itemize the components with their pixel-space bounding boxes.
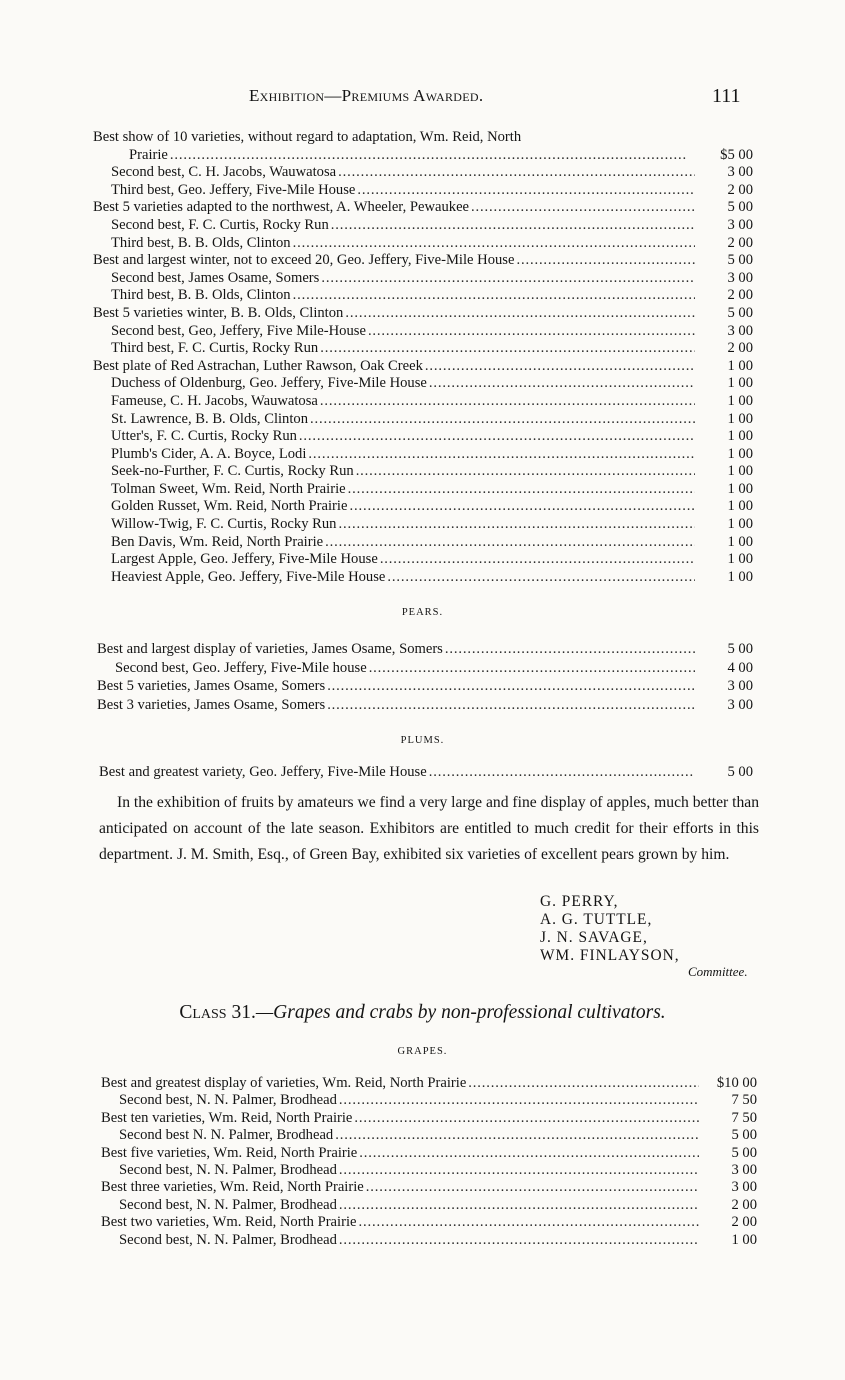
signature-line: WM. FINLAYSON,	[540, 947, 680, 964]
premium-row	[97, 696, 753, 715]
class-31-label: Class 31.	[179, 1002, 256, 1023]
premium-amount: 3 00	[727, 322, 753, 339]
premium-row	[93, 551, 753, 569]
entry-text: Best and largest winter, not to exceed 20, Geo. Jeffery, Five-Mile House	[93, 252, 515, 269]
entry-text: Willow-Twig, F. C. Curtis, Rocky Run	[111, 516, 337, 533]
premium-amount: 2 00	[731, 1214, 757, 1231]
leader-dots	[358, 1214, 699, 1231]
leader-dots	[339, 1197, 699, 1214]
premium-entry	[111, 217, 695, 235]
premium-row	[93, 534, 753, 552]
premium-entry	[111, 270, 695, 288]
entry-text: Second best, F. C. Curtis, Rocky Run	[111, 216, 329, 233]
premium-entry	[101, 1075, 699, 1092]
premium-entry	[111, 551, 695, 569]
signature-line: G. PERRY,	[540, 893, 619, 910]
premium-amount: 1 00	[727, 498, 753, 515]
grapes-premium-list	[101, 1075, 757, 1249]
premium-amount: 1 00	[727, 568, 753, 585]
pears-heading: PEARS.	[401, 607, 444, 618]
premium-row	[93, 217, 753, 235]
premium-row	[93, 182, 753, 200]
leader-dots	[349, 498, 695, 516]
leader-dots	[380, 551, 695, 569]
premium-amount: 1 00	[727, 375, 753, 392]
entry-text: Best show of 10 varieties, without regard to adaptation, Wm. Reid, North	[93, 129, 522, 145]
entry-text: Best two varieties, Wm. Reid, North Prairie	[101, 1214, 357, 1231]
leader-dots	[325, 534, 695, 552]
entry-text: Third best, F. C. Curtis, Rocky Run	[111, 340, 319, 357]
premium-entry	[115, 659, 695, 678]
premium-amount: 5 00	[727, 304, 753, 321]
premium-entry	[101, 1179, 699, 1196]
entry-text: Third best, B. B. Olds, Clinton	[111, 234, 291, 251]
premium-amount: 2 00	[727, 340, 753, 357]
premium-amount: 1 00	[727, 428, 753, 445]
premium-entry	[97, 677, 695, 696]
premium-amount: 4 00	[727, 659, 753, 676]
premium-amount: 3 00	[727, 269, 753, 286]
premium-row	[97, 640, 753, 659]
entry-text: Second best N. N. Palmer, Brodhead	[119, 1127, 334, 1144]
leader-dots	[299, 428, 695, 446]
premium-row	[93, 287, 753, 305]
premium-amount: $10 00	[716, 1075, 757, 1091]
premium-amount: 5 00	[727, 199, 753, 216]
premium-amount: 7 50	[731, 1092, 757, 1109]
entry-text: Second best, N. N. Palmer, Brodhead	[119, 1231, 337, 1248]
entry-text: Best five varieties, Wm. Reid, North Prairie	[101, 1144, 358, 1161]
premium-entry	[119, 1197, 699, 1214]
premium-amount: 3 00	[727, 216, 753, 233]
premium-row	[101, 1075, 757, 1092]
premium-amount: 2 00	[727, 181, 753, 198]
premium-row	[93, 481, 753, 499]
entry-text: Largest Apple, Geo. Jeffery, Five-Mile House	[111, 551, 378, 568]
premium-amount: 1 00	[727, 480, 753, 497]
entry-text: Best three varieties, Wm. Reid, North Prairie	[101, 1179, 364, 1196]
leader-dots	[348, 481, 695, 499]
premium-entry	[111, 182, 695, 200]
premium-entry	[111, 481, 695, 499]
leader-dots	[356, 463, 695, 481]
plums-premium-list	[99, 763, 753, 781]
leader-dots	[387, 569, 695, 587]
page-number: 111	[712, 85, 741, 107]
leader-dots	[354, 1110, 699, 1127]
running-title: Exhibition—Premiums Awarded.	[249, 86, 484, 105]
premium-row	[101, 1179, 757, 1196]
premium-amount: 1 00	[727, 533, 753, 550]
premium-row	[97, 677, 753, 696]
entry-text: Golden Russet, Wm. Reid, North Prairie	[111, 498, 348, 515]
premium-entry	[111, 340, 695, 358]
premium-entry	[97, 696, 695, 715]
entry-text: Best and greatest display of varieties, Wm. Reid, North Prairie	[101, 1075, 467, 1091]
entry-text: Best and greatest variety, Geo. Jeffery, Five-Mile House	[99, 764, 427, 780]
leader-dots	[357, 182, 695, 200]
premium-entry	[93, 305, 695, 323]
premium-row	[93, 463, 753, 481]
premium-row	[101, 1232, 757, 1249]
entry-text: Seek-no-Further, F. C. Curtis, Rocky Run	[111, 463, 354, 480]
premium-entry	[111, 393, 695, 411]
entry-text: Best and largest display of varieties, James Osame, Somers	[97, 641, 443, 657]
premium-row	[99, 763, 753, 781]
premium-row	[93, 235, 753, 253]
premium-row	[93, 516, 753, 534]
entry-text: Second best, N. N. Palmer, Brodhead	[119, 1161, 337, 1178]
premium-row	[93, 305, 753, 323]
entry-text: Best 5 varieties winter, B. B. Olds, Clinton	[93, 304, 344, 321]
class-31-heading	[0, 1002, 845, 1024]
premium-row	[101, 1197, 757, 1214]
premium-entry	[101, 1110, 699, 1127]
premium-row	[93, 446, 753, 464]
premium-row	[101, 1145, 757, 1162]
premium-entry	[97, 640, 695, 659]
leader-dots	[170, 147, 695, 165]
premium-entry	[111, 498, 695, 516]
committee-label: Committee.	[688, 964, 748, 979]
entry-text: Fameuse, C. H. Jacobs, Wauwatosa	[111, 392, 318, 409]
leader-dots	[339, 1162, 699, 1179]
leader-dots	[335, 1127, 699, 1144]
premium-row	[93, 252, 753, 270]
premium-row	[93, 129, 753, 147]
entry-text: Best 5 varieties adapted to the northwest, A. Wheeler, Pewaukee	[93, 199, 470, 216]
entry-text: Second best, Geo, Jeffery, Five Mile-House	[111, 322, 366, 339]
premium-entry	[101, 1214, 699, 1231]
leader-dots	[445, 640, 695, 659]
premium-amount: 1 00	[727, 516, 753, 533]
premium-amount: 3 00	[727, 678, 753, 694]
premium-entry	[111, 164, 695, 182]
entry-text: Ben Davis, Wm. Reid, North Prairie	[111, 533, 324, 550]
leader-dots	[327, 677, 695, 696]
premium-amount: 3 00	[731, 1161, 757, 1178]
leader-dots	[320, 393, 695, 411]
leader-dots	[429, 375, 695, 393]
premium-entry	[119, 1232, 699, 1249]
signature-line: J. N. SAVAGE,	[540, 929, 648, 946]
premium-entry	[111, 463, 695, 481]
premium-entry	[111, 375, 695, 393]
leader-dots	[359, 1145, 699, 1162]
premium-row	[97, 659, 753, 678]
entry-text: Prairie	[129, 146, 168, 163]
premium-row	[101, 1092, 757, 1109]
entry-text: Best ten varieties, Wm. Reid, North Prairie	[101, 1109, 353, 1126]
leader-dots	[338, 516, 695, 534]
grapes-heading: GRAPES.	[397, 1046, 448, 1057]
premium-entry	[111, 569, 695, 587]
leader-dots	[308, 446, 695, 464]
leader-dots	[366, 1179, 699, 1196]
premium-row	[93, 323, 753, 341]
premium-entry	[111, 428, 695, 446]
premium-amount: 5 00	[731, 1144, 757, 1161]
premium-amount: 1 00	[727, 463, 753, 480]
premium-entry	[111, 411, 695, 429]
premium-entry	[119, 1162, 699, 1179]
class-31-title: —Grapes and crabs by non-professional cultivators.	[255, 1002, 666, 1023]
entry-text: Best 3 varieties, James Osame, Somers	[97, 696, 326, 713]
premium-amount: 1 00	[731, 1231, 757, 1248]
premium-row	[101, 1110, 757, 1127]
entry-text: Second best, N. N. Palmer, Brodhead	[119, 1196, 337, 1213]
premium-entry	[111, 516, 695, 534]
entry-text: Utter's, F. C. Curtis, Rocky Run	[111, 428, 297, 445]
signature-line: A. G. TUTTLE,	[540, 911, 653, 928]
entry-text: Heaviest Apple, Geo. Jeffery, Five-Mile House	[111, 568, 386, 585]
premium-amount: 2 00	[727, 287, 753, 304]
entry-text: Third best, Geo. Jeffery, Five-Mile House	[111, 181, 356, 198]
leader-dots	[338, 164, 695, 182]
premium-row	[93, 569, 753, 587]
leader-dots	[369, 659, 695, 678]
leader-dots	[425, 358, 695, 376]
leader-dots	[468, 1075, 699, 1092]
premium-entry	[93, 199, 695, 217]
premium-amount: 5 00	[727, 641, 753, 657]
premium-entry	[99, 763, 695, 781]
leader-dots	[471, 199, 695, 217]
leader-dots	[339, 1232, 699, 1249]
entry-text: Tolman Sweet, Wm. Reid, North Prairie	[111, 480, 346, 497]
premium-entry	[111, 235, 695, 253]
entry-text: Third best, B. B. Olds, Clinton	[111, 287, 291, 304]
committee-signatures	[540, 893, 680, 965]
leader-dots	[429, 763, 695, 781]
premium-row	[93, 498, 753, 516]
leader-dots	[293, 235, 695, 253]
premium-entry	[111, 446, 695, 464]
premium-entry	[93, 252, 695, 270]
entry-text: Second best, Geo. Jeffery, Five-Mile house	[115, 659, 367, 676]
premium-row	[93, 375, 753, 393]
premium-row	[101, 1214, 757, 1231]
premium-amount: 5 00	[731, 1127, 757, 1144]
entry-text: Best plate of Red Astrachan, Luther Rawson, Oak Creek	[93, 357, 423, 374]
premium-entry	[129, 147, 695, 165]
premium-row	[101, 1127, 757, 1144]
premium-row	[93, 199, 753, 217]
leader-dots	[368, 323, 695, 341]
premium-entry	[111, 323, 695, 341]
premium-amount: 1 00	[727, 410, 753, 427]
leader-dots	[345, 305, 695, 323]
entry-text: Second best, James Osame, Somers	[111, 269, 320, 286]
premium-amount: 5 00	[727, 252, 753, 269]
premium-amount: 1 00	[727, 551, 753, 568]
premium-amount: 7 50	[731, 1109, 757, 1126]
entry-text: Second best, C. H. Jacobs, Wauwatosa	[111, 164, 337, 181]
page-header	[0, 86, 845, 110]
leader-dots	[321, 270, 695, 288]
premium-row	[93, 358, 753, 376]
entry-text: Duchess of Oldenburg, Geo. Jeffery, Five-Mile House	[111, 375, 427, 392]
premium-entry	[119, 1092, 699, 1109]
premium-amount: 3 00	[727, 696, 753, 713]
premium-entry	[119, 1127, 699, 1144]
premium-entry	[101, 1145, 699, 1162]
entry-text: Plumb's Cider, A. A. Boyce, Lodi	[111, 445, 307, 462]
leader-dots	[516, 252, 695, 270]
entry-text: St. Lawrence, B. B. Olds, Clinton	[111, 410, 309, 427]
apples-premium-list	[93, 129, 753, 586]
premium-amount: 2 00	[731, 1196, 757, 1213]
premium-row	[93, 411, 753, 429]
premium-row	[93, 340, 753, 358]
premium-amount: 3 00	[731, 1179, 757, 1196]
premium-entry	[111, 534, 695, 552]
plums-heading: PLUMS.	[400, 735, 445, 746]
premium-row	[93, 428, 753, 446]
premium-amount: 2 00	[727, 234, 753, 251]
premium-amount: 5 00	[727, 764, 753, 780]
premium-row	[93, 270, 753, 288]
leader-dots	[293, 287, 695, 305]
premium-entry	[93, 358, 695, 376]
premium-amount: 1 00	[727, 445, 753, 462]
premium-amount: 1 00	[727, 357, 753, 374]
leader-dots	[320, 340, 695, 358]
leader-dots	[331, 217, 695, 235]
premium-row	[101, 1162, 757, 1179]
premium-amount: 3 00	[727, 164, 753, 181]
premium-amount: $5 00	[720, 146, 753, 163]
entry-text: Second best, N. N. Palmer, Brodhead	[119, 1092, 337, 1109]
premium-row	[93, 147, 753, 165]
premium-row	[93, 164, 753, 182]
pears-premium-list	[97, 640, 753, 714]
premium-row	[93, 393, 753, 411]
premium-entry	[111, 287, 695, 305]
leader-dots	[339, 1092, 699, 1109]
premium-entry	[93, 129, 695, 147]
leader-dots	[310, 411, 695, 429]
leader-dots	[327, 696, 695, 715]
premium-amount: 1 00	[727, 392, 753, 409]
committee-report-paragraph: In the exhibition of fruits by amateurs we find a very large and fine display of apples, much better than anticipated on account of the late season. Exhibitors are entitled to much credit for their efforts in this department. J. M. Smith, Esq., of Green Bay, exhibited six varieties of excellent pears grown by him.	[99, 794, 759, 863]
entry-text: Best 5 varieties, James Osame, Somers	[97, 678, 326, 694]
